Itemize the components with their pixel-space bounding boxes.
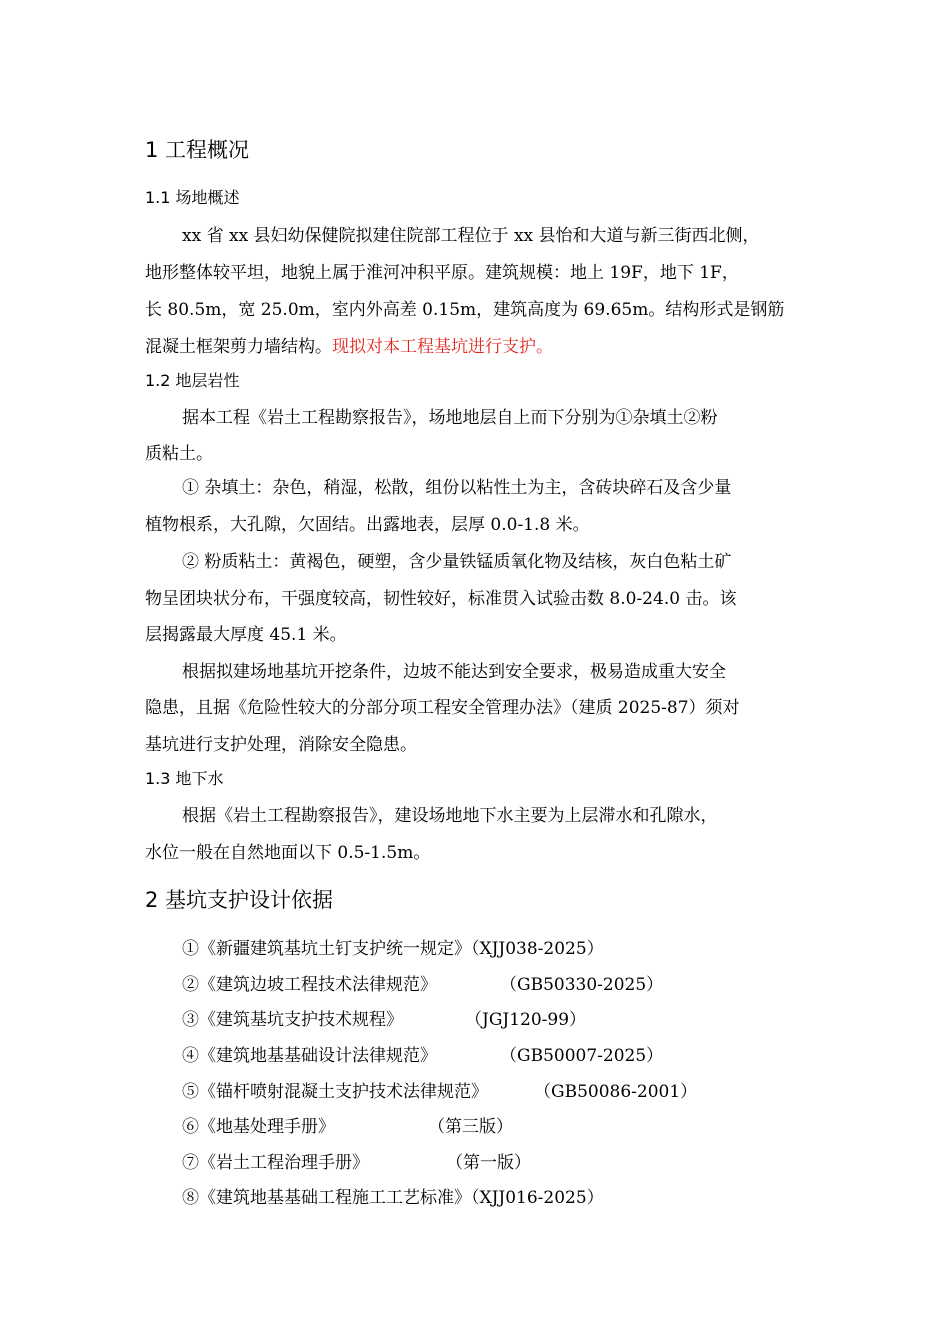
reference-code: （XJJ016-2025） (471, 1188, 604, 1208)
paragraph-line: 隐患，且据《危险性较大的分部分项工程安全管理办法》（建质 2025-87）须对 (145, 698, 740, 718)
paragraph-line: 水位一般在自然地面以下 0.5-1.5m。 (145, 843, 431, 863)
paragraph-text: 混凝土框架剪力墙结构。 (145, 337, 332, 357)
paragraph-line: ② 粉质粘土：黄褐色，硬塑，含少量铁锰质氧化物及结核，灰白色粘土矿 (182, 552, 732, 572)
reference-title: ②《建筑边坡工程技术法律规范》 (182, 975, 437, 995)
reference-title: ⑦《岩土工程治理手册》 (182, 1153, 369, 1173)
reference-item (182, 1186, 604, 1210)
reference-code: （第三版） (428, 1117, 513, 1137)
reference-item (182, 1151, 531, 1175)
reference-item (182, 937, 604, 961)
reference-item (182, 1115, 513, 1139)
reference-title: ⑥《地基处理手册》 (182, 1117, 335, 1137)
reference-code: （JGJ120-99） (465, 1010, 587, 1030)
paragraph-line: 长 80.5m，宽 25.0m，室内外高差 0.15m，建筑高度为 69.65m。结构形式是钢筋 (145, 300, 785, 320)
paragraph-line (145, 335, 553, 359)
subsection-1-1-heading: 1.1 场地概述 (145, 188, 240, 207)
paragraph-line: 物呈团块状分布，干强度较高，韧性较好，标准贯入试验击数 8.0-24.0 击。该 (145, 589, 737, 609)
paragraph-line: 根据拟建场地基坑开挖条件，边坡不能达到安全要求，极易造成重大安全 (182, 662, 726, 682)
reference-code: （GB50007-2025） (500, 1046, 664, 1066)
reference-code: （GB50086-2001） (534, 1082, 698, 1102)
reference-item (182, 1080, 698, 1104)
paragraph-line: 基坑进行支护处理，消除安全隐患。 (145, 735, 417, 755)
reference-code: （XJJ038-2025） (471, 939, 604, 959)
reference-title: ④《建筑地基基础设计法律规范》 (182, 1046, 437, 1066)
paragraph-line: ① 杂填土：杂色，稍湿，松散，组份以粘性土为主，含砖块碎石及含少量 (182, 478, 732, 498)
paragraph-line: 质粘土。 (145, 444, 213, 464)
reference-code: （第一版） (446, 1153, 531, 1173)
subsection-1-3-heading: 1.3 地下水 (145, 769, 224, 788)
section-2-heading: 2 基坑支护设计依据 (145, 888, 334, 912)
reference-code: （GB50330-2025） (500, 975, 664, 995)
subsection-1-2-heading: 1.2 地层岩性 (145, 371, 240, 390)
paragraph-line: 植物根系，大孔隙，欠固结。出露地表，层厚 0.0-1.8 米。 (145, 515, 590, 535)
highlighted-text: 现拟对本工程基坑进行支护。 (332, 337, 553, 357)
paragraph-line: 层揭露最大厚度 45.1 米。 (145, 625, 347, 645)
reference-item (182, 1008, 587, 1032)
reference-title: ⑤《锚杆喷射混凝土支护技术法律规范》 (182, 1082, 488, 1102)
reference-item (182, 973, 664, 997)
reference-title: ①《新疆建筑基坑土钉支护统一规定》 (182, 939, 471, 959)
paragraph-line: xx 省 xx 县妇幼保健院拟建住院部工程位于 xx 县怡和大道与新三街西北侧， (182, 226, 760, 246)
paragraph-line: 根据《岩土工程勘察报告》，建设场地地下水主要为上层滞水和孔隙水， (182, 806, 718, 826)
reference-title: ⑧《建筑地基基础工程施工工艺标准》 (182, 1188, 471, 1208)
reference-title: ③《建筑基坑支护技术规程》 (182, 1010, 403, 1030)
section-1-heading: 1 工程概况 (145, 138, 250, 162)
paragraph-line: 据本工程《岩土工程勘察报告》，场地地层自上而下分别为①杂填土②粉 (182, 408, 718, 428)
reference-item (182, 1044, 664, 1068)
paragraph-line: 地形整体较平坦，地貌上属于淮河冲积平原。建筑规模：地上 19F，地下 1F， (145, 263, 739, 283)
